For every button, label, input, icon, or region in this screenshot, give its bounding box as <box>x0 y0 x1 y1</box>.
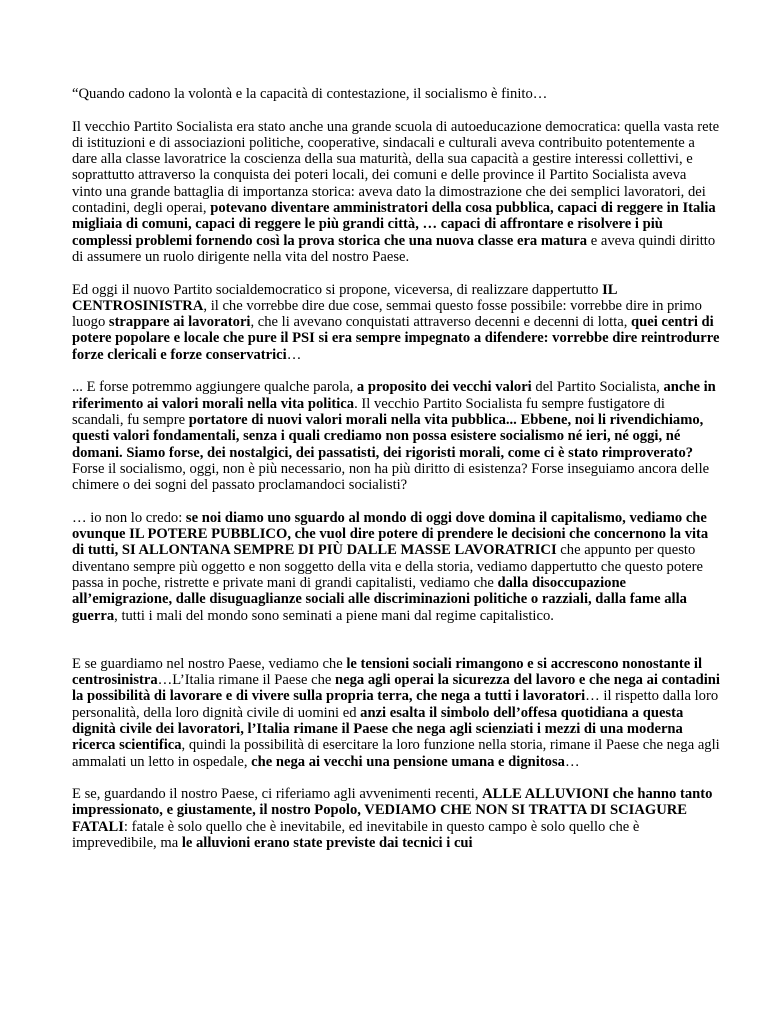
paragraph-capitalismo <box>72 510 720 624</box>
bold-text-run: nega agli operai la sicurezza del lavoro e che nega ai contadini la possibilità di lavorare e di vivere sulla propria terra, che nega a tutti i lavoratori <box>72 672 720 705</box>
text-run: , tutti i mali del mondo sono seminati a piene mani dal regime capitalistico. <box>114 607 554 624</box>
text-run: E se guardiamo nel nostro Paese, vediamo che <box>72 655 347 672</box>
bold-text-run: che nega ai vecchi una pensione umana e dignitosa <box>251 753 565 770</box>
text-run: … io non lo credo: <box>72 509 186 526</box>
paragraph-quote <box>72 86 720 102</box>
text-run: “Quando cadono la volontà e la capacità di contestazione, il socialismo è finito… <box>72 86 548 102</box>
bold-text-run: IL CENTROSINISTRA <box>72 281 617 314</box>
bold-text-run: le tensioni sociali rimangono e si accrescono nonostante il centrosinistra <box>72 655 703 689</box>
paragraph-nostro-paese <box>72 656 720 770</box>
bold-text-run: a proposito dei vecchi valori <box>356 379 532 396</box>
text-run: del Partito Socialista, <box>531 379 664 396</box>
text-run: E se, guardando il nostro Paese, ci riferiamo agli avvenimenti recenti, <box>72 786 483 803</box>
bold-text-run: strappare ai lavoratori <box>108 314 251 331</box>
text-run: : fatale è solo quello che è inevitabile, ed inevitabile in questo campo è solo quello che è imprevedibile, ma <box>72 818 640 852</box>
text-run: … il rispetto dalla loro personalità, della loro dignità civile di uomini ed <box>72 688 719 721</box>
bold-text-run: se noi diamo uno sguardo al mondo di oggi dove domina il capitalismo, vediamo che ovunque IL POTERE PUBBLICO, che vuol dire potere di prendere le decisioni che concernono la vita di tutti, SI ALLONTANA SEMPRE DI PIÙ DALLE MASSE LAVORATRICI <box>72 509 709 559</box>
paragraph-alluvioni <box>72 786 720 851</box>
text-run: , che li avevano conquistati attraverso decenni e decenni di lotta, <box>250 314 631 331</box>
text-run: … <box>286 346 302 363</box>
text-run: Forse il socialismo, oggi, non è più necessario, non ha più diritto di esistenza? Forse inseguiamo ancora delle chimere o dei sogni del passato proclamandoci socialisti? <box>72 460 710 494</box>
text-run: …L’Italia rimane il Paese che <box>157 672 336 689</box>
paragraph-nuovo-partito <box>72 282 720 363</box>
text-run: Ed oggi il nuovo Partito socialdemocratico si propone, viceversa, di realizzare dappertutto <box>72 281 603 298</box>
bold-text-run: anzi esalta il simbolo dell’offesa quotidiana a questa dignità civile dei lavoratori, l’Italia rimane il Paese che nega agli scienziati i mezzi di una moderna ricerca scientifica <box>72 704 684 754</box>
bold-text-run: quei centri di potere popolare e locale che pure il PSI si era sempre impegnato a difendere: vorrebbe dire reintrodurre forze clericali e forze conservatrici <box>72 314 720 363</box>
bold-text-run: dalla disoccupazione all’emigrazione, dalle disuguaglianze sociali alle discriminazioni politiche o razziali, dalla fame alla guerra <box>72 574 687 624</box>
text-run: Il vecchio Partito Socialista era stato anche una grande scuola di autoeducazione democratica: quella vasta rete di istituzioni e di associazioni politiche, cooperative, sindacali e culturali aveva contribuito potentemente a dare alla classe lavoratrice la coscienza della sua maturità, della sua capacità a gestire interessi collettivi, e soprattutto attraverso la conquista dei poteri locali, dei comuni e delle province il Partito Socialista aveva vinto una grande battaglia di importanza storica: aveva dato la dimostrazione che dei semplici lavoratori, dei contadini, degli operai, <box>72 118 720 217</box>
bold-text-run: ALLE ALLUVIONI che hanno tanto impressionato, e giustamente, il nostro Popolo, VEDIAMO CHE NON SI TRATTA DI SCIAGURE FATALI <box>72 786 713 835</box>
text-run: , quindi la possibilità di esercitare la loro funzione nella storia, rimane il Paese che nega agli ammalati un letto in ospedale, <box>72 737 720 770</box>
paragraph-valori-morali <box>72 379 720 493</box>
text-run: . Il vecchio Partito Socialista fu sempre fustigatore di scandali, fu sempre <box>72 395 665 428</box>
bold-text-run: potevano diventare amministratori della cosa pubblica, capaci di reggere in Italia migliaia di comuni, capaci di reggere le più grandi città, … capaci di affrontare e risolvere i più complessi problemi fornendo così la prova storica che una nuova classe era matura <box>72 200 716 249</box>
text-run: e aveva quindi diritto di assumere un ruolo dirigente nella vita del nostro Paese. <box>72 232 716 265</box>
bold-text-run: anche in riferimento ai valori morali nella vita politica <box>72 379 716 412</box>
text-run: che appunto per questo diventano sempre più oggetto e non soggetto della vita e della storia, vediamo dappertutto che questo potere passa in poche, ristrette e private mani di grandi capitalisti, vediamo che <box>72 542 703 591</box>
text-run: … <box>564 753 580 770</box>
paragraph-vecchio-partito <box>72 119 720 266</box>
bold-text-run: le alluvioni erano state previste dai tecnici i cui <box>181 835 473 852</box>
text-run: ... E forse potremmo aggiungere qualche parola, <box>72 379 357 396</box>
text-run: , il che vorrebbe dire due cose, semmai questo fosse possibile: vorrebbe dire in primo luogo <box>72 297 702 331</box>
bold-text-run: portatore di nuovi valori morali nella vita pubblica... Ebbene, noi li rivendichiamo, questi valori fondamentali, senza i quali crediamo non possa esistere socialismo né ieri, né oggi, né domani. Siamo forse, dei nostalgici, dei passatisti, dei rigoristi morali, come ci è stato rimproverato? <box>72 411 704 461</box>
